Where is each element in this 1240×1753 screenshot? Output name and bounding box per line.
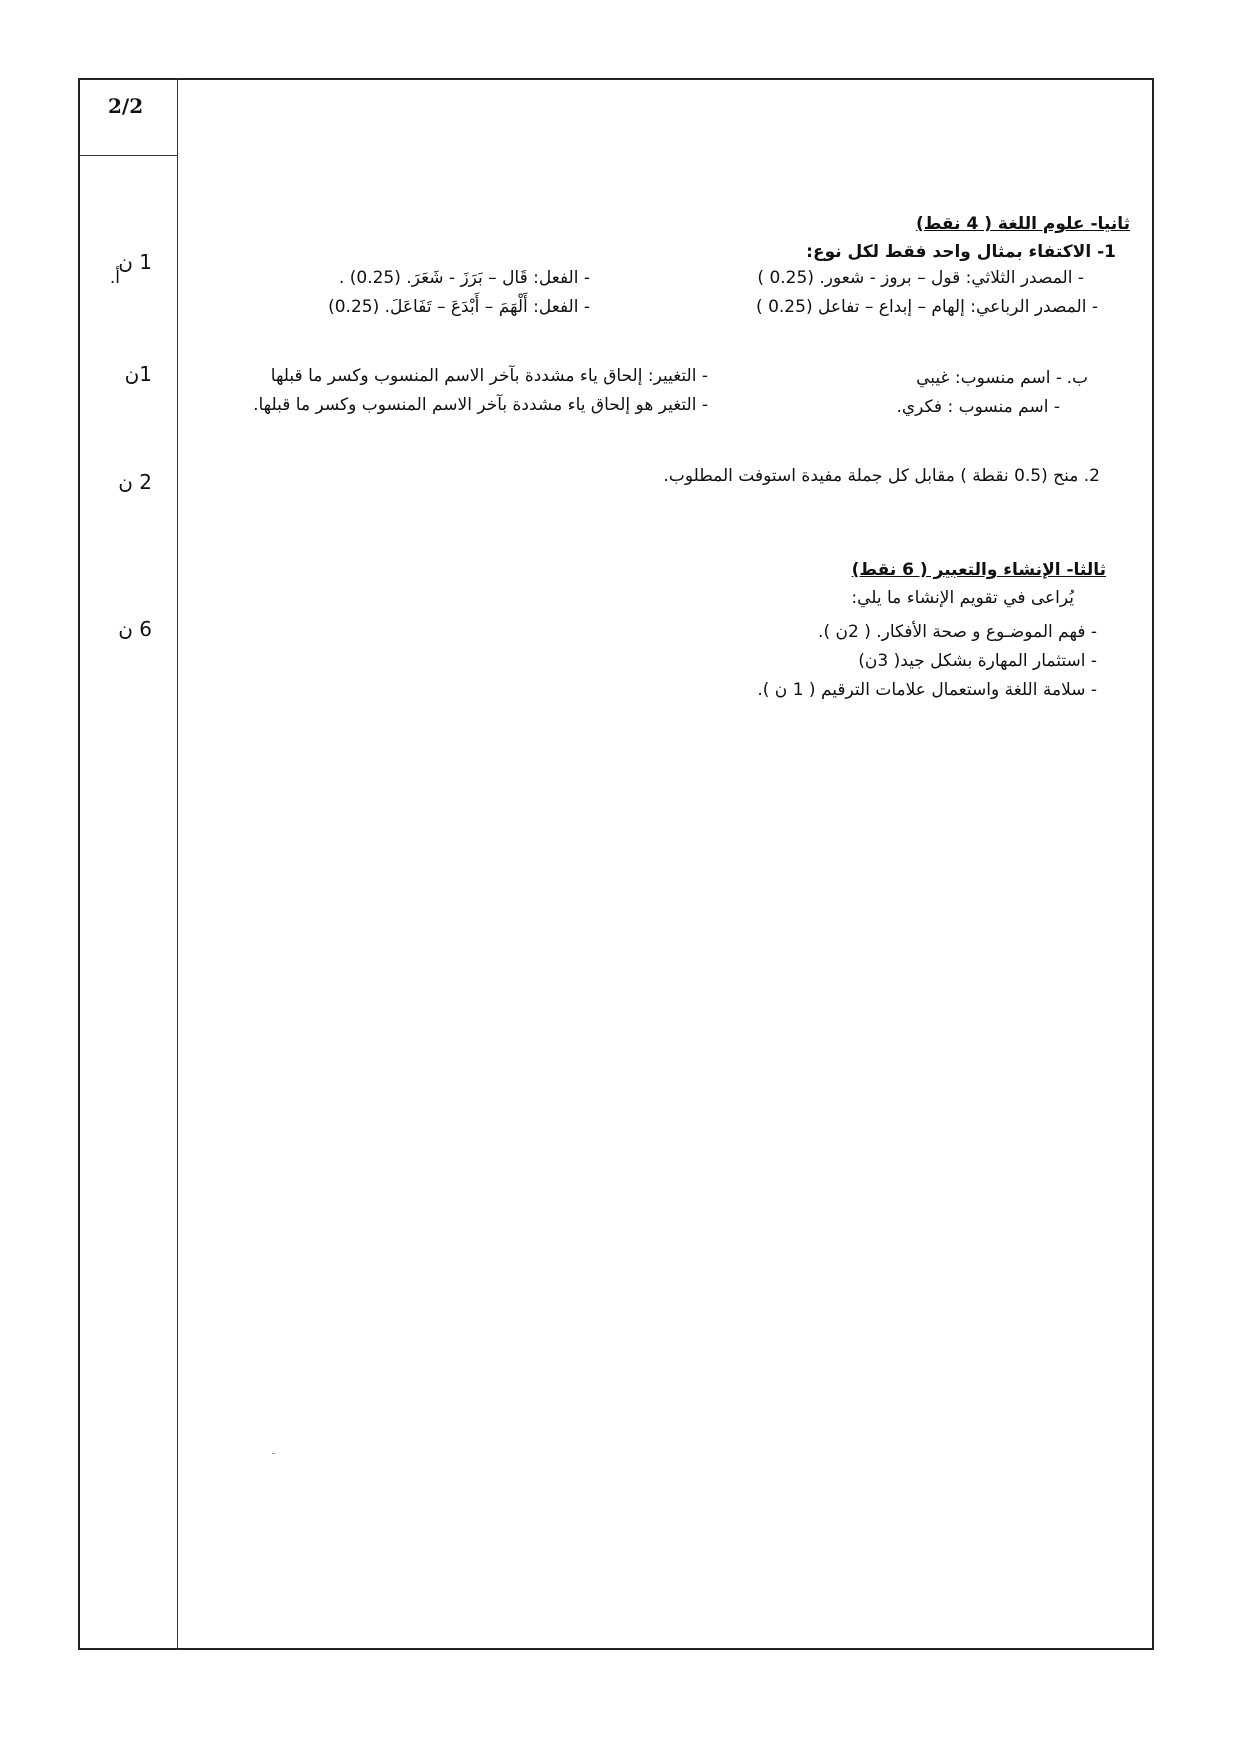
a-line2-left: - الفعل: أَلْهَمَ – أَبْدَعَ – تَفَاعَلَ. (0.25) (328, 297, 590, 317)
score-3: 2 ن (118, 470, 152, 494)
b-line1-left: - التغيير: إلحاق ياء مشددة بآخر الاسم المنسوب وكسر ما قبلها (270, 366, 708, 386)
stray-mark (272, 1453, 275, 1454)
score-1: 1 ن (118, 250, 152, 274)
section2-heading: ثانيا- علوم اللغة ( 4 نقط) (915, 214, 1130, 234)
section3-heading: ثالثا- الإنشاء والتعبير ( 6 نقط) (851, 560, 1106, 580)
score-4: 6 ن (118, 617, 152, 641)
section3-intro: يُراعى في تقويم الإنشاء ما يلي: (851, 588, 1074, 608)
a-label: أ. (109, 268, 120, 288)
criterion-3: - سلامة اللغة واستعمال علامات الترقيم ( 1 ن ). (757, 680, 1097, 700)
a-line2-right: - المصدر الرباعي: إلهام – إبداع – تفاعل (0.25 ) (756, 297, 1098, 317)
a-line1-right: - المصدر الثلاثي: قول – بروز - شعور. (0.25 ) (757, 268, 1084, 288)
a-line1-left: - الفعل: قَال – بَرَزَ - شَعَرَ. (0.25) . (338, 268, 590, 288)
b-line2-left: - التغير هو إلحاق ياء مشددة بآخر الاسم المنسوب وكسر ما قبلها. (253, 395, 708, 415)
criterion-2: - استثمار المهارة بشكل جيد( 3ن) (858, 651, 1097, 671)
q2-text: 2. منح (0.5 نقطة ) مقابل كل جملة مفيدة استوفت المطلوب. (663, 466, 1100, 486)
page-number: 2/2 (108, 94, 144, 118)
q1-title: 1- الاكتفاء بمثال واحد فقط لكل نوع: (806, 242, 1116, 262)
score-2: 1ن (124, 362, 152, 386)
criterion-1: - فهم الموضـوع و صحة الأفكار. ( 2ن ). (818, 622, 1097, 642)
b-line2-right: - اسم منسوب : فكري. (896, 397, 1060, 417)
b-line1-right: - اسم منسوب: غيبي (916, 368, 1062, 388)
score-column (78, 78, 178, 1650)
b-label: ب. (1066, 368, 1088, 388)
